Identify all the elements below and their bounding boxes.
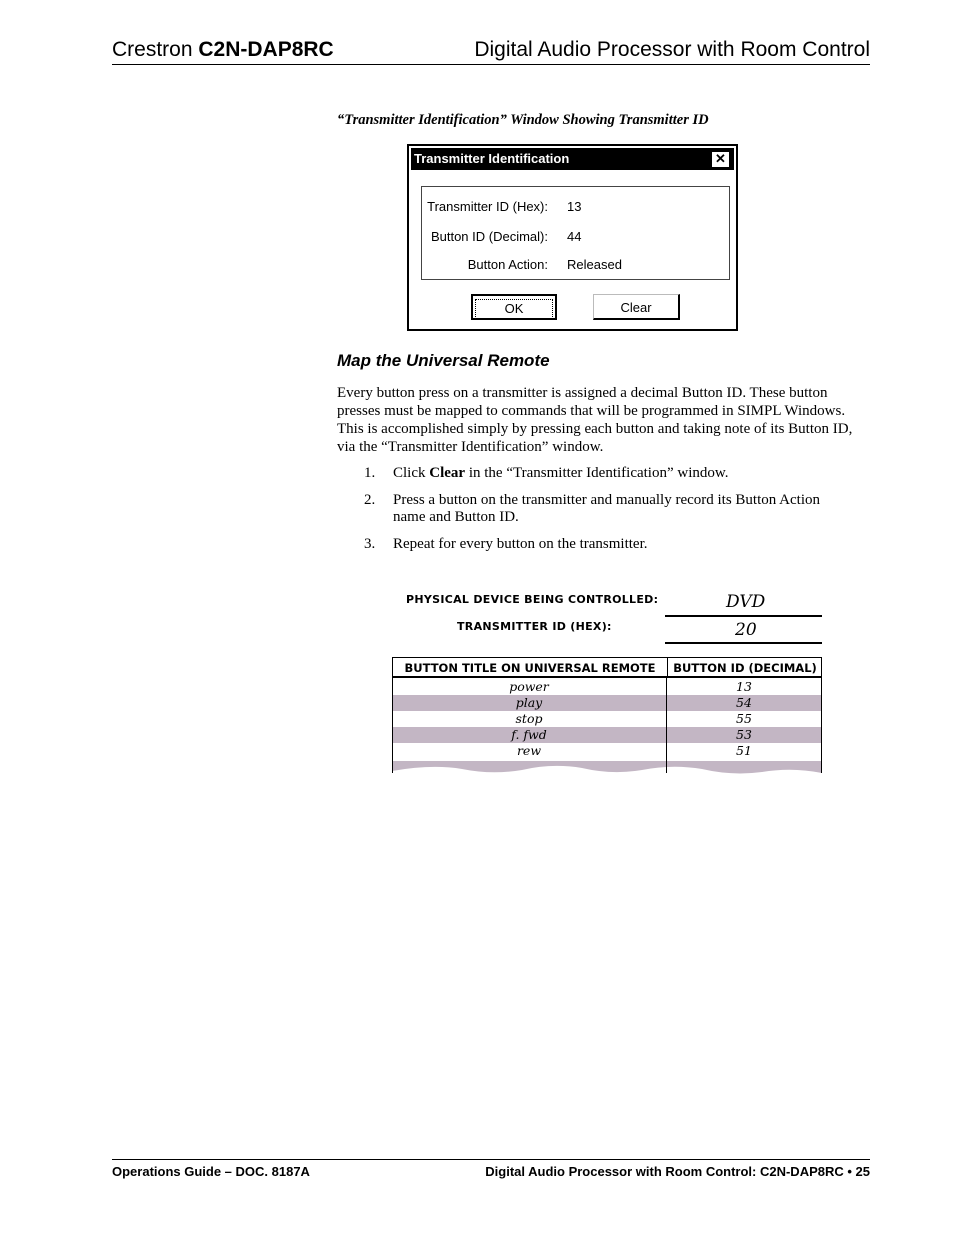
row-id: 51 xyxy=(736,743,752,758)
row-title: stop xyxy=(515,711,543,726)
field-label: Button ID (Decimal): xyxy=(430,229,548,244)
device-underline xyxy=(665,615,822,617)
transmitter-info-group xyxy=(421,186,730,280)
header-divider xyxy=(392,677,822,678)
step-number: 2. xyxy=(364,492,376,508)
row-id: 55 xyxy=(736,711,752,726)
clear-button[interactable]: Clear xyxy=(593,294,680,320)
row-id: 13 xyxy=(736,679,752,694)
dialog-title: Transmitter Identification xyxy=(414,151,570,166)
header-brand: Crestron C2N-DAP8RC xyxy=(112,38,334,61)
body-paragraph: Every button press on a transmitter is assigned a decimal Button ID. These button presses must be mapped to commands that will be programmed in SIMPL Windows. This is accomplished simply by pressing each button and taking note of its Button ID, via the “Transmitter Identification” window. xyxy=(337,385,853,455)
table-row xyxy=(392,679,822,695)
ok-button-label: OK xyxy=(475,299,553,319)
field-value: 44 xyxy=(567,229,582,244)
table-left-border xyxy=(392,677,393,773)
device-label: PHYSICAL DEVICE BEING CONTROLLED: xyxy=(406,593,659,606)
transmitter-id-underline xyxy=(665,642,822,644)
table-right-border xyxy=(821,677,822,773)
footer-left: Operations Guide – DOC. 8187A xyxy=(112,1164,310,1179)
table-row xyxy=(392,743,822,759)
table-row xyxy=(392,695,822,711)
page-footer xyxy=(112,1159,870,1179)
transmitter-id-label: TRANSMITTER ID (HEX): xyxy=(457,620,612,633)
figure-caption: “Transmitter Identification” Window Showing Transmitter ID xyxy=(337,112,709,128)
row-id: 54 xyxy=(736,695,752,710)
step-text: Click Clear in the “Transmitter Identification” window. xyxy=(393,465,729,481)
device-value: DVD xyxy=(726,592,766,612)
transmitter-id-value: 20 xyxy=(735,620,757,640)
step-number: 1. xyxy=(364,465,376,481)
step-text: Repeat for every button on the transmitter. xyxy=(393,536,648,552)
torn-edge xyxy=(392,759,822,775)
field-value: 13 xyxy=(567,199,582,214)
field-label: Transmitter ID (Hex): xyxy=(427,199,548,214)
step-text: Press a button on the transmitter and manually record its Button Action name and Button ID. xyxy=(393,492,821,525)
column-header-title: BUTTON TITLE ON UNIVERSAL REMOTE xyxy=(393,658,668,676)
table-column-divider xyxy=(666,677,667,773)
field-value: Released xyxy=(567,257,622,272)
close-icon[interactable]: ✕ xyxy=(711,151,730,168)
step-number: 3. xyxy=(364,536,376,552)
row-title: play xyxy=(515,695,543,710)
footer-right: Digital Audio Processor with Room Control: C2N-DAP8RC • 25 xyxy=(485,1164,870,1179)
table-row xyxy=(392,711,822,727)
row-title: rew xyxy=(516,743,542,758)
table-row xyxy=(392,727,822,743)
section-heading: Map the Universal Remote xyxy=(337,351,550,370)
table-header xyxy=(392,657,822,677)
field-label: Button Action: xyxy=(467,257,548,272)
ok-button[interactable] xyxy=(471,294,557,320)
row-title: f. fwd xyxy=(511,727,547,742)
row-id: 53 xyxy=(736,727,752,742)
transmitter-identification-dialog xyxy=(407,144,738,331)
column-header-id: BUTTON ID (DECIMAL) xyxy=(673,661,817,675)
header-title: Digital Audio Processor with Room Control xyxy=(474,38,870,61)
page-header xyxy=(112,38,870,65)
button-mapping-table xyxy=(392,657,822,773)
row-title: power xyxy=(509,679,549,694)
dialog-title-bar xyxy=(411,148,734,170)
